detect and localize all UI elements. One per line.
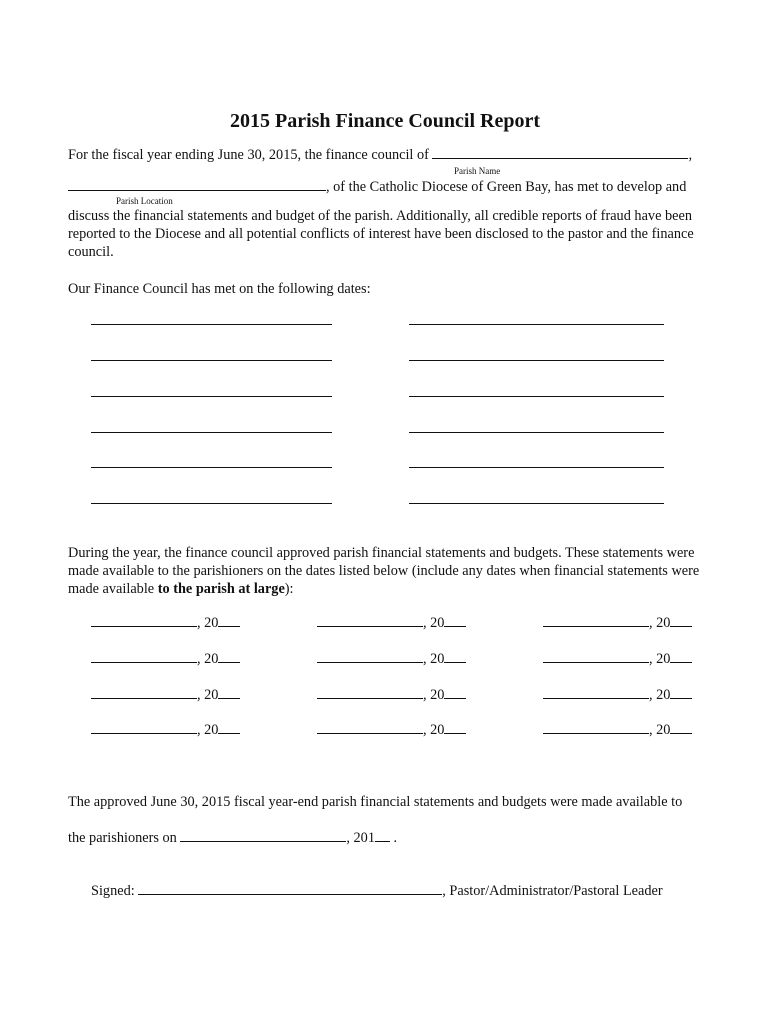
statement-date-field[interactable]: , 20	[317, 614, 466, 632]
statement-date-field[interactable]: , 20	[317, 650, 466, 668]
intro-paragraph-rest: discuss the financial statements and budget of the parish. Additionally, all credible reports of fraud have been reported to the Diocese and all potential conflicts of interest have been disclosed to the pastor and the finance council.	[68, 208, 694, 260]
statement-date-field[interactable]: , 20	[317, 686, 466, 704]
final-statement-line-1: The approved June 30, 2015 fiscal year-end parish financial statements and budgets were made available to	[68, 794, 683, 810]
meeting-date-field[interactable]	[409, 324, 664, 325]
approved-statements-paragraph	[68, 544, 718, 598]
meeting-date-field[interactable]	[91, 360, 332, 361]
meetings-heading: Our Finance Council has met on the following dates:	[68, 281, 371, 297]
statement-date-field[interactable]: , 20	[317, 721, 466, 739]
final-line-2-after: , 201	[346, 830, 375, 846]
intro-line-1	[68, 146, 718, 164]
parish-name-field[interactable]	[432, 146, 688, 159]
meeting-date-field[interactable]	[409, 467, 664, 468]
final-line-2-end: .	[389, 830, 398, 846]
statement-date-field[interactable]: , 20	[543, 721, 692, 739]
intro-line-1-text: For the fiscal year ending June 30, 2015, the finance council of	[68, 147, 429, 163]
parish-name-label: Parish Name	[454, 166, 501, 176]
intro-line-2	[68, 178, 718, 196]
approved-bold-text: to the parish at large	[157, 581, 285, 597]
signature-role: , Pastor/Administrator/Pastoral Leader	[442, 883, 663, 899]
parish-location-field[interactable]	[68, 178, 326, 191]
availability-date-field[interactable]	[180, 829, 346, 842]
statement-date-field[interactable]: , 20	[91, 650, 240, 668]
statement-date-field[interactable]: , 20	[91, 614, 240, 632]
meeting-date-field[interactable]	[409, 396, 664, 397]
meeting-date-field[interactable]	[409, 360, 664, 361]
meeting-date-field[interactable]	[409, 503, 664, 504]
approved-text-before: During the year, the finance council approved parish financial statements and budgets. These statements were made available to the parishioners on the dates listed below (include any dates when financial statements were made available	[68, 545, 700, 597]
meeting-date-field[interactable]	[91, 396, 332, 397]
statement-date-field[interactable]: , 20	[543, 650, 692, 668]
intro-line-1-end: ,	[688, 147, 693, 163]
intro-line-2-text: , of the Catholic Diocese of Green Bay, has met to develop and	[326, 179, 687, 195]
meeting-date-field[interactable]	[91, 432, 332, 433]
page-title: 2015 Parish Finance Council Report	[230, 110, 540, 132]
final-statement-line-2	[68, 829, 718, 847]
signature-line	[91, 882, 741, 900]
statement-date-field[interactable]: , 20	[91, 686, 240, 704]
meeting-date-field[interactable]	[91, 467, 332, 468]
meeting-date-field[interactable]	[91, 503, 332, 504]
approved-text-after: ):	[284, 581, 294, 597]
statement-date-field[interactable]: , 20	[543, 614, 692, 632]
availability-year-field[interactable]	[375, 829, 390, 842]
parish-location-label: Parish Location	[116, 196, 173, 206]
final-line-2-before: the parishioners on	[68, 830, 177, 846]
signed-label: Signed:	[91, 883, 135, 899]
meeting-date-field[interactable]	[91, 324, 332, 325]
statement-date-field[interactable]: , 20	[543, 686, 692, 704]
statement-date-field[interactable]: , 20	[91, 721, 240, 739]
signature-field[interactable]	[138, 882, 442, 895]
meeting-date-field[interactable]	[409, 432, 664, 433]
